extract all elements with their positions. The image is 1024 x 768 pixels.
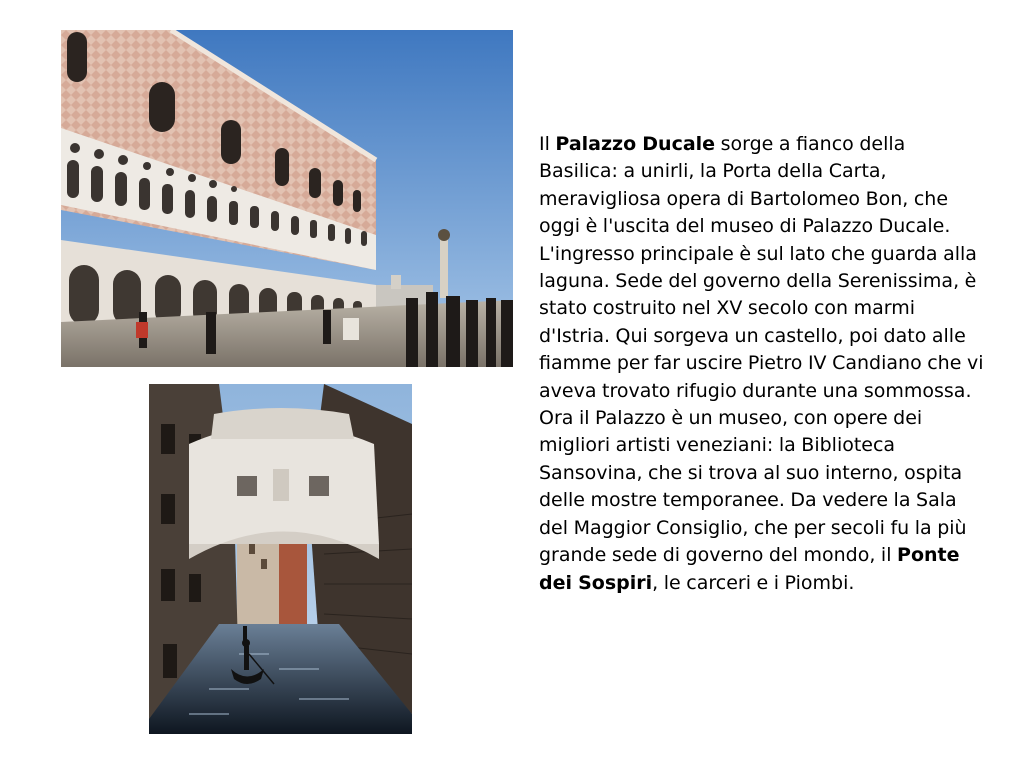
description-ending: , le carceri e i Piombi. (652, 571, 855, 594)
ponte-dei-sospiri-photo (149, 384, 412, 734)
description-body: sorge a fianco della Basilica: a unirli, la Porta della Carta, meravigliosa opera di Bartolomeo Bon, che oggi è l'uscita del museo di Palazzo Ducale. L'ingresso principale è sul lato che guarda alla laguna. Sede del governo della Serenissima, è stato costruito nel XV secolo con marmi d'Istria. Qui sorgeva un castello, poi dato alle fiamme per far uscire Pietro IV Candiano che vi aveva trovato rifugio durante una sommossa. Ora il Palazzo è un museo, con opere dei migliori artisti veneziani: la Biblioteca Sansovina, che si trova al suo interno, ospita delle mostre temporanee. Da vedere la Sala del Maggior Consiglio, che per secoli fu la più grande sede di governo del mondo, il (539, 133, 984, 567)
palazzo-ducale-bold: Palazzo Ducale (555, 133, 716, 155)
intro-word: Il (539, 133, 556, 155)
description-text (539, 131, 989, 597)
ponte-dei-sospiri-bold: Ponte dei Sospiri (539, 544, 960, 594)
palazzo-ducale-photo (61, 30, 513, 367)
